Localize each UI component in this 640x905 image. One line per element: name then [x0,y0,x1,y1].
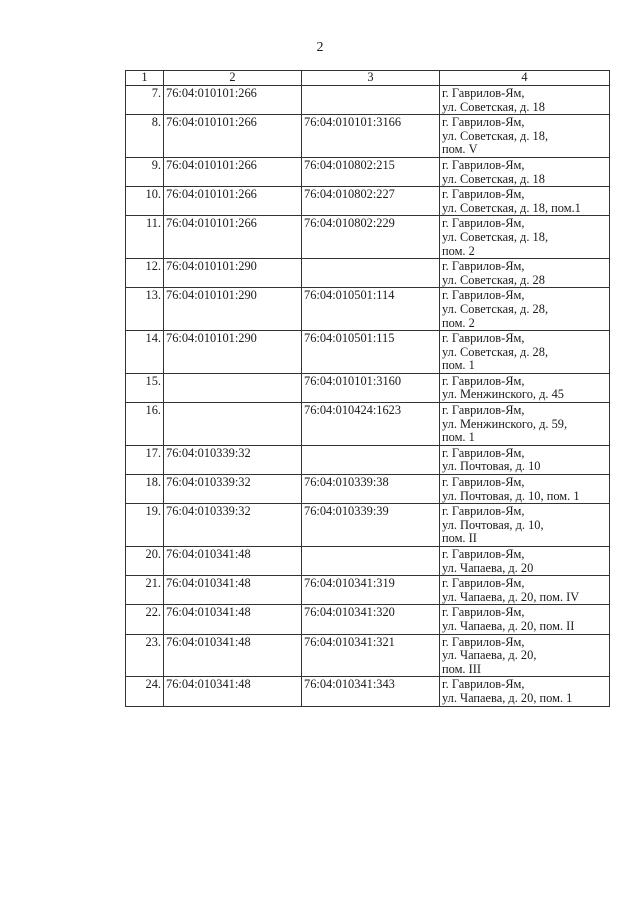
table-row [126,115,610,158]
row-number: 18. [126,475,164,504]
address-line: ул. Чапаева, д. 20, пом. II [442,618,575,633]
address-line: ул. Менжинского, д. 59, [442,416,568,431]
address-line: г. Гаврилов-Ям, [442,216,525,231]
premises-cadastral-number [302,445,440,474]
cadastral-number: 76:04:010101:266 [164,187,302,216]
cadastral-number: 76:04:010341:48 [164,547,302,576]
table-row [126,445,610,474]
address-line: пом. 2 [442,315,475,330]
table-row [126,576,610,605]
premises-cadastral-number: 76:04:010802:229 [302,216,440,259]
address-line: ул. Почтовая, д. 10, [442,517,544,532]
address-line: г. Гаврилов-Ям, [442,605,525,620]
address-line: ул. Чапаева, д. 20, пом. 1 [442,690,573,705]
table-row [126,331,610,374]
row-number: 23. [126,634,164,677]
address-cell [440,475,610,504]
row-number: 12. [126,259,164,288]
row-number: 11. [126,216,164,259]
address-cell [440,605,610,634]
address-cell [440,547,610,576]
cadastral-number: 76:04:010101:290 [164,288,302,331]
table-row [126,288,610,331]
row-number: 15. [126,373,164,402]
cadastral-number: 76:04:010341:48 [164,677,302,706]
address-cell [440,504,610,547]
row-number: 7. [126,86,164,115]
address-cell [440,288,610,331]
cadastral-number: 76:04:010341:48 [164,605,302,634]
address-line: г. Гаврилов-Ям, [442,115,525,130]
address-line: ул. Советская, д. 18, [442,229,549,244]
premises-cadastral-number: 76:04:010101:3160 [302,373,440,402]
address-line: г. Гаврилов-Ям, [442,576,525,591]
premises-cadastral-number [302,86,440,115]
address-line: г. Гаврилов-Ям, [442,86,525,100]
premises-cadastral-number: 76:04:010101:3166 [302,115,440,158]
address-cell [440,403,610,446]
premises-cadastral-number: 76:04:010341:321 [302,634,440,677]
address-line: г. Гаврилов-Ям, [442,157,525,172]
address-cell [440,634,610,677]
row-number: 17. [126,445,164,474]
table-row [126,634,610,677]
row-number: 10. [126,187,164,216]
cadastral-number: 76:04:010101:290 [164,331,302,374]
address-line: пом. 1 [442,430,475,445]
address-line: г. Гаврилов-Ям, [442,403,525,418]
column-header: 3 [302,71,440,86]
address-cell [440,115,610,158]
cadastral-number [164,373,302,402]
premises-cadastral-number: 76:04:010341:320 [302,605,440,634]
table-row [126,157,610,186]
premises-cadastral-number: 76:04:010501:114 [302,288,440,331]
address-cell [440,576,610,605]
address-line: ул. Советская, д. 18, [442,128,549,143]
address-line: г. Гаврилов-Ям, [442,445,525,460]
address-line: ул. Советская, д. 28, [442,301,549,316]
table-row [126,216,610,259]
cadastral-number: 76:04:010341:48 [164,634,302,677]
address-line: ул. Советская, д. 18, пом.1 [442,200,581,215]
row-number: 20. [126,547,164,576]
row-number: 13. [126,288,164,331]
address-line: г. Гаврилов-Ям, [442,373,525,388]
cadastral-number: 76:04:010339:32 [164,445,302,474]
address-line: г. Гаврилов-Ям, [442,187,525,202]
column-header: 1 [126,71,164,86]
address-cell [440,216,610,259]
address-line: ул. Чапаева, д. 20 [442,560,534,575]
cadastral-number: 76:04:010339:32 [164,504,302,547]
address-line: ул. Менжинского, д. 45 [442,387,564,402]
address-line: ул. Советская, д. 18 [442,171,545,186]
address-line: пом. 2 [442,243,475,258]
row-number: 9. [126,157,164,186]
page-number: 2 [316,40,324,55]
address-line: г. Гаврилов-Ям, [442,504,525,519]
premises-cadastral-number: 76:04:010501:115 [302,331,440,374]
row-number: 22. [126,605,164,634]
row-number: 21. [126,576,164,605]
address-cell [440,259,610,288]
address-line: г. Гаврилов-Ям, [442,288,525,303]
address-line: пом. V [442,142,478,157]
address-cell [440,187,610,216]
address-line: ул. Чапаева, д. 20, [442,648,537,663]
address-line: ул. Почтовая, д. 10 [442,459,541,474]
premises-cadastral-number: 76:04:010802:215 [302,157,440,186]
table-row [126,373,610,402]
registry-table [125,70,610,707]
premises-cadastral-number [302,547,440,576]
column-header: 4 [440,71,610,86]
cadastral-number: 76:04:010101:290 [164,259,302,288]
address-line: ул. Советская, д. 28 [442,272,545,287]
address-line: пом. 1 [442,358,475,373]
cadastral-number: 76:04:010101:266 [164,157,302,186]
row-number: 19. [126,504,164,547]
cadastral-number [164,403,302,446]
address-cell [440,445,610,474]
address-line: г. Гаврилов-Ям, [442,677,525,692]
address-line: г. Гаврилов-Ям, [442,547,525,561]
premises-cadastral-number: 76:04:010341:319 [302,576,440,605]
premises-cadastral-number: 76:04:010339:39 [302,504,440,547]
address-line: ул. Советская, д. 28, [442,344,549,359]
premises-cadastral-number: 76:04:010802:227 [302,187,440,216]
row-number: 14. [126,331,164,374]
table-row [126,547,610,576]
cadastral-number: 76:04:010339:32 [164,475,302,504]
table-row [126,86,610,115]
cadastral-number: 76:04:010341:48 [164,576,302,605]
address-cell [440,373,610,402]
cadastral-number: 76:04:010101:266 [164,115,302,158]
table-row [126,403,610,446]
address-line: г. Гаврилов-Ям, [442,634,525,649]
table-row [126,605,610,634]
address-line: г. Гаврилов-Ям, [442,475,525,490]
address-line: ул. Советская, д. 18 [442,99,545,114]
address-line: ул. Почтовая, д. 10, пом. 1 [442,488,580,503]
address-cell [440,86,610,115]
table-row [126,677,610,706]
row-number: 16. [126,403,164,446]
cadastral-number: 76:04:010101:266 [164,216,302,259]
premises-cadastral-number: 76:04:010339:38 [302,475,440,504]
table-row [126,475,610,504]
row-number: 24. [126,677,164,706]
premises-cadastral-number: 76:04:010341:343 [302,677,440,706]
table-header-row [126,71,610,86]
table-row [126,259,610,288]
address-line: пом. III [442,661,482,676]
address-cell [440,331,610,374]
address-line: ул. Чапаева, д. 20, пом. IV [442,589,580,604]
premises-cadastral-number [302,259,440,288]
address-line: г. Гаврилов-Ям, [442,331,525,346]
row-number: 8. [126,115,164,158]
address-cell [440,157,610,186]
address-cell [440,677,610,706]
table-row [126,187,610,216]
table-row [126,504,610,547]
address-line: пом. II [442,531,477,546]
column-header: 2 [164,71,302,86]
cadastral-number: 76:04:010101:266 [164,86,302,115]
address-line: г. Гаврилов-Ям, [442,259,525,274]
premises-cadastral-number: 76:04:010424:1623 [302,403,440,446]
